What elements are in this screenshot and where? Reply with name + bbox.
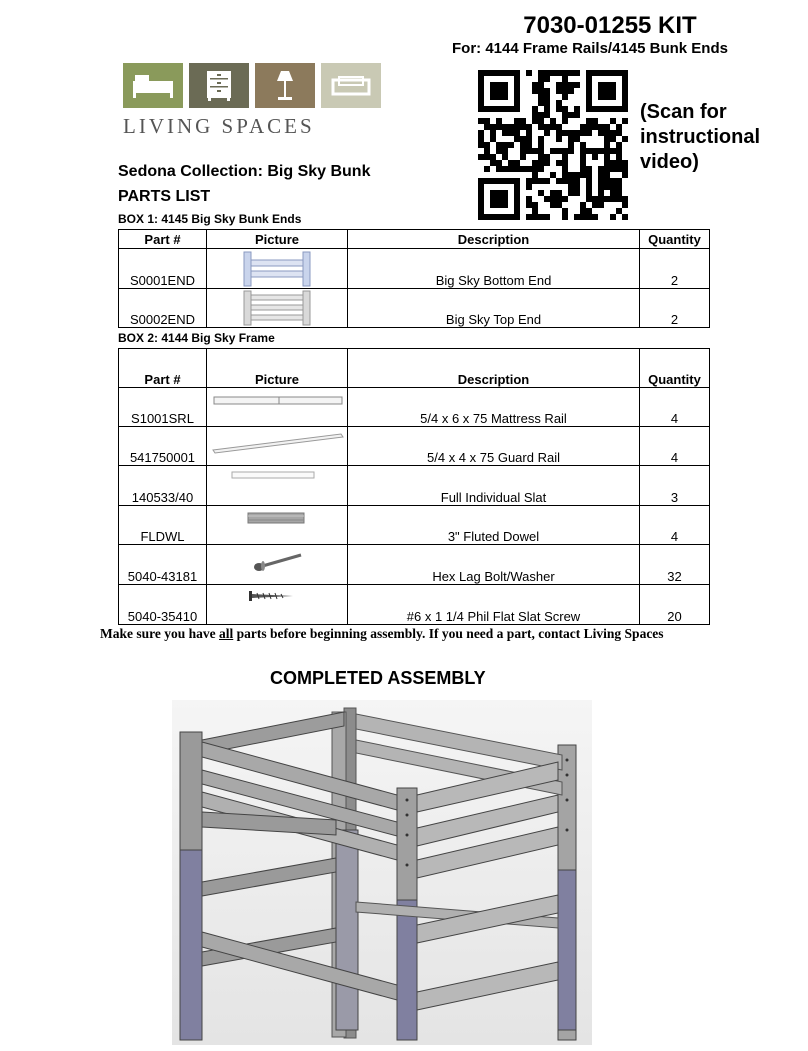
bed-icon — [123, 63, 183, 108]
bottom-end-picture — [207, 249, 348, 289]
part-quantity: 3 — [640, 466, 710, 506]
part-description: Hex Lag Bolt/Washer — [348, 545, 640, 585]
qr-code — [478, 70, 628, 220]
completed-assembly-illustration — [172, 700, 592, 1045]
scan-instruction — [640, 100, 800, 175]
part-number: 5040-43181 — [119, 545, 207, 585]
table-row — [119, 427, 710, 466]
col-picture-header: Picture — [207, 230, 348, 249]
col-quantity-header: Quantity — [640, 230, 710, 249]
part-description: Big Sky Bottom End — [348, 249, 640, 289]
note-before: Make sure you have — [100, 626, 220, 641]
table-row — [119, 388, 710, 427]
mattress-rail-picture — [207, 388, 348, 427]
col-part-header: Part # — [119, 349, 207, 388]
part-number: 541750001 — [119, 427, 207, 466]
col-quantity-header: Quantity — [640, 349, 710, 388]
part-quantity: 4 — [640, 388, 710, 427]
part-quantity: 20 — [640, 585, 710, 625]
part-description: 3" Fluted Dowel — [348, 506, 640, 545]
dresser-icon — [189, 63, 249, 108]
table-row — [119, 545, 710, 585]
scan-line: instructional — [640, 126, 761, 148]
note-emphasis: all — [219, 626, 234, 641]
lamp-icon — [255, 63, 315, 108]
slat-screw-picture — [207, 585, 348, 625]
part-description: 5/4 x 4 x 75 Guard Rail — [348, 427, 640, 466]
part-quantity: 4 — [640, 506, 710, 545]
part-quantity: 2 — [640, 289, 710, 328]
assembly-title: COMPLETED ASSEMBLY — [270, 668, 486, 688]
table-row — [119, 289, 710, 328]
part-number: S1001SRL — [119, 388, 207, 427]
box1-table — [118, 229, 710, 328]
table-row — [119, 249, 710, 289]
table-row — [119, 506, 710, 545]
living-spaces-logo — [123, 63, 383, 139]
part-quantity: 4 — [640, 427, 710, 466]
collection-title: Sedona Collection: Big Sky Bunk — [118, 163, 371, 180]
scan-line: (Scan for — [640, 101, 727, 123]
box1-label: BOX 1: 4145 Big Sky Bunk Ends — [118, 212, 302, 226]
part-description: Big Sky Top End — [348, 289, 640, 328]
dowel-picture — [207, 506, 348, 545]
logo-brand-text: LIVING SPACES — [123, 114, 315, 138]
col-description-header: Description — [348, 349, 640, 388]
table-header-row — [119, 230, 710, 249]
part-quantity: 32 — [640, 545, 710, 585]
hex-lag-bolt-picture — [207, 545, 348, 585]
top-end-picture — [207, 289, 348, 328]
part-number: 5040-35410 — [119, 585, 207, 625]
part-quantity: 2 — [640, 249, 710, 289]
part-description: 5/4 x 6 x 75 Mattress Rail — [348, 388, 640, 427]
box2-label: BOX 2: 4144 Big Sky Frame — [118, 331, 275, 345]
part-description: Full Individual Slat — [348, 466, 640, 506]
col-description-header: Description — [348, 230, 640, 249]
part-description: #6 x 1 1/4 Phil Flat Slat Screw — [348, 585, 640, 625]
col-picture-header: Picture — [207, 349, 348, 388]
part-number: FLDWL — [119, 506, 207, 545]
kit-title: 7030-01255 KIT — [523, 12, 697, 39]
scan-line: video) — [640, 151, 699, 173]
parts-list-title: PARTS LIST — [118, 188, 211, 205]
slat-picture — [207, 466, 348, 506]
table-row — [119, 466, 710, 506]
parts-note — [100, 626, 740, 642]
box2-table — [118, 348, 710, 625]
note-after: parts before beginning assembly. If you need a part, contact Living Spaces — [233, 626, 664, 641]
table-header-row — [119, 349, 710, 388]
sofa-icon — [321, 63, 381, 108]
col-part-header: Part # — [119, 230, 207, 249]
part-number: S0001END — [119, 249, 207, 289]
guard-rail-picture — [207, 427, 348, 466]
part-number: 140533/40 — [119, 466, 207, 506]
kit-subtitle: For: 4144 Frame Rails/4145 Bunk Ends — [452, 40, 728, 57]
table-row — [119, 585, 710, 625]
part-number: S0002END — [119, 289, 207, 328]
